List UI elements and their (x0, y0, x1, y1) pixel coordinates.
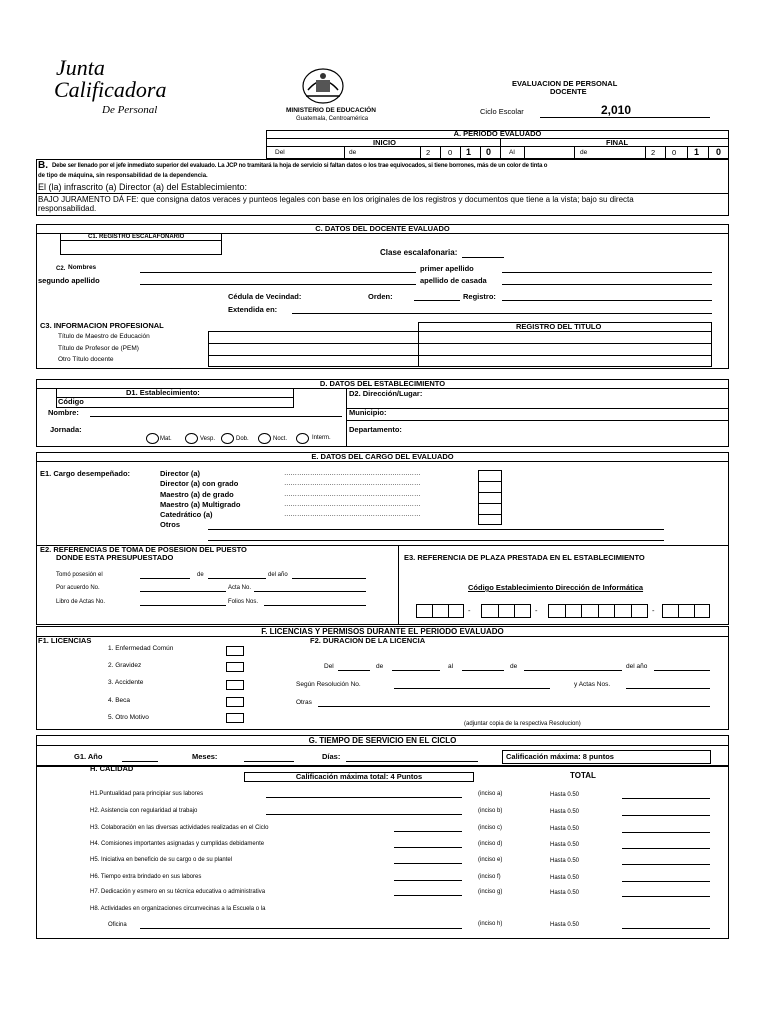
duracion-de-field[interactable] (392, 670, 440, 671)
jornada-mat-radio[interactable] (146, 433, 159, 444)
orden-field[interactable] (414, 300, 460, 301)
titulo-maestro-label: Título de Maestro de Educación (58, 333, 150, 340)
adjuntar-note: (adjuntar copia de la respectiva Resolucion) (464, 721, 581, 727)
tomo-posesion-label: Tomó posesión el (56, 572, 103, 578)
h-item-hasta: Hasta 0.50 (550, 792, 580, 798)
dias-label: Días: (322, 752, 341, 761)
actas-label: y Actas Nos. (574, 681, 611, 688)
h-item-hasta: Hasta 0.50 (550, 875, 580, 881)
ministry-name: MINISTERIO DE EDUCACIÓN (286, 107, 376, 114)
jornada-interm-radio[interactable] (296, 433, 309, 444)
h-item-field[interactable] (266, 814, 462, 815)
cargo-maestro-multigrado: Maestro (a) Multigrado (160, 500, 241, 509)
codigo-dash-1: - (468, 606, 471, 615)
departamento-label: Departamento: (349, 425, 402, 434)
licencia-accidente: 3. Accidente (108, 679, 144, 686)
h-item-field[interactable] (394, 863, 462, 864)
duracion-del-field[interactable] (338, 670, 370, 671)
ciclo-label: Ciclo Escolar (480, 107, 524, 116)
duracion-delano-label: del año (626, 663, 648, 670)
e2-label: E2. REFERENCIAS DE TOMA DE POSESION DEL PUESTO (40, 545, 247, 554)
primer-apellido-field[interactable] (502, 272, 712, 273)
h-item-hasta: Hasta 0.50 (550, 809, 580, 815)
logo (50, 55, 170, 125)
otros-field[interactable] (208, 529, 664, 530)
section-f-title: F. LICENCIAS Y PERMISOS DURANTE EL PERIODO EVALUADO (261, 627, 504, 636)
h-item-score-field[interactable] (622, 881, 710, 882)
h8-field[interactable] (140, 928, 462, 929)
final-al-field[interactable]: Al (509, 149, 515, 156)
folios-label: Folios Nos. (228, 599, 259, 605)
extendida-label: Extendida en: (228, 305, 278, 314)
h-item-label: H3. Colaboración en las diversas actividades realizadas en el Ciclo (90, 825, 269, 831)
inicio-year-digit-2[interactable]: 0 (448, 148, 453, 157)
f1-label: F1. LICENCIAS (38, 636, 92, 645)
h-total-label: TOTAL (570, 771, 596, 780)
jornada-dob-radio[interactable] (221, 433, 234, 444)
h-item-hasta: Hasta 0.50 (550, 890, 580, 896)
licencia-otro: 5. Otro Motivo (108, 714, 149, 721)
nombre-label: Nombre: (48, 408, 79, 417)
d2-label: D2. Dirección/Lugar: (349, 389, 423, 398)
section-c-title: C. DATOS DEL DOCENTE EVALUADO (315, 224, 450, 233)
acta-label: Acta No. (228, 585, 252, 591)
codigo-segment-4[interactable] (662, 604, 710, 618)
e2-label-2: DONDE ESTA PRESUPUESTADO (56, 553, 174, 562)
h-item-hasta: Hasta 0.50 (550, 858, 580, 864)
registro-escalafonario-label: C1. REGISTRO ESCALAFONARIO (88, 234, 185, 240)
h-item-field[interactable] (394, 895, 462, 896)
clase-escalafonaria-field[interactable] (462, 257, 504, 258)
cargo-dots-4: ……………………………………………………… (284, 501, 421, 508)
inicio-year-digit-1[interactable]: 2 (426, 148, 431, 157)
final-de-field[interactable]: de (580, 149, 588, 156)
h-item-label: H6. Tiempo extra brindado en sus labores (90, 874, 202, 880)
cargo-director: Director (a) (160, 469, 201, 478)
acta-field[interactable] (254, 591, 366, 592)
h-item-label: H5. Iniciativa en beneficio de su cargo o de su plantel (90, 857, 233, 863)
h8-inciso: (inciso h) (478, 921, 503, 927)
otro-titulo-label: Otro Título docente (58, 356, 114, 363)
h-item-inciso: (inciso a) (478, 791, 503, 797)
section-h-title: H. CALIDAD (90, 764, 134, 773)
section-b-note-2: de tipo de máquina, sin responsabilidad de la dependencia. (38, 173, 208, 179)
h-item-hasta: Hasta 0.50 (550, 842, 580, 848)
codigo-dash-2: - (535, 606, 538, 615)
resolucion-field[interactable] (394, 688, 550, 689)
duracion-de2-label: de (510, 663, 518, 670)
oath-statement: BAJO JURAMENTO DÁ FE: que consigna datos veraces y punteos legales con base en los originales de los registros y documentos que tiene a la vista; bajo su directa (38, 195, 634, 204)
licencia-gravidez-checkbox[interactable] (226, 662, 244, 672)
segundo-apellido-field[interactable] (140, 284, 416, 285)
otras-field[interactable] (318, 706, 710, 707)
h8-label: H8. Actividades en organizaciones circunvecinas a la Escuela o la (90, 906, 266, 912)
registro-field[interactable] (502, 300, 712, 301)
jornada-interm-label: Interm. (312, 435, 331, 441)
g1-ano-label: G1. Año (74, 752, 103, 761)
cargo-checkbox-column[interactable] (478, 470, 502, 525)
duracion-de2-field[interactable] (524, 670, 622, 671)
director-statement: El (la) infrascrito (a) Director (a) del Establecimiento: (38, 182, 248, 192)
licencia-otro-checkbox[interactable] (226, 713, 244, 723)
h-item-inciso: (inciso f) (478, 874, 501, 880)
primer-apellido-label: primer apellido (420, 264, 474, 273)
inicio-label: INICIO (373, 138, 396, 147)
jornada-label: Jornada: (50, 425, 82, 434)
section-b-note-1: Debe ser llenado por el jefe inmediato superior del evaluado. La JCP no tramitará la hoja de servicio si faltan datos o los trae equivocados, si tiene borrones, más de un color de tinta o (52, 163, 548, 169)
section-e-cargo (36, 452, 729, 625)
folios-field[interactable] (264, 605, 366, 606)
form-title: EVALUACION DE PERSONAL (512, 79, 618, 88)
h-item-field[interactable] (394, 847, 462, 848)
jornada-mat-label: Mat. (160, 436, 172, 442)
h-item-field[interactable] (394, 880, 462, 881)
h-item-field[interactable] (394, 831, 462, 832)
h-item-score-field[interactable] (622, 832, 710, 833)
h-item-hasta: Hasta 0.50 (550, 826, 580, 832)
licencia-enfermedad: 1. Enfermedad Común (108, 645, 174, 652)
section-b-letter: B. (38, 160, 48, 171)
codigo-segment-2[interactable] (481, 604, 531, 618)
ministry-place: Guatemala, Centroamérica (296, 116, 369, 122)
inicio-del-field[interactable]: Del (275, 149, 285, 156)
apellido-casada-field[interactable] (502, 284, 712, 285)
final-year-digit-4[interactable]: 0 (716, 147, 722, 157)
duracion-al-label: al (448, 663, 454, 670)
cargo-otros: Otros (160, 520, 181, 529)
titulo-profesor-label: Título de Profesor de (PEM) (58, 345, 139, 352)
licencia-beca-checkbox[interactable] (226, 697, 244, 707)
h-item-label: H1.Puntualidad para principiar sus labores (90, 791, 204, 797)
logo-line-1: Junta (56, 55, 105, 80)
clase-escalafonaria-label: Clase escalafonaria: (380, 248, 458, 257)
codigo-dash-3: - (652, 606, 655, 615)
libro-field[interactable] (140, 605, 226, 606)
nombre-field[interactable] (90, 416, 342, 417)
tomo-ano-field[interactable] (292, 578, 366, 579)
g1-ano-field[interactable] (122, 761, 158, 762)
nombres-field[interactable] (140, 272, 416, 273)
final-year-digit-2[interactable]: 0 (672, 148, 677, 157)
h8-score-field[interactable] (622, 928, 710, 929)
h-item-label: H4. Comisiones importantes asignadas y cumplidas debidamente (90, 841, 265, 847)
logo-line-3: De Personal (102, 104, 158, 116)
segun-resolucion-label: Según Resolución No. (296, 681, 361, 688)
f2-label: F2. DURACION DE LA LICENCIA (310, 636, 426, 645)
h-item-label: H7. Dedicación y esmero en su técnica educativa o administrativa (90, 889, 266, 895)
cargo-dots-2: ……………………………………………………… (284, 480, 421, 487)
jornada-dob-label: Dob. (236, 436, 249, 442)
tomo-delano-label: del año (268, 572, 288, 578)
ciclo-value: 2,010 (601, 103, 632, 117)
acuerdo-field[interactable] (140, 591, 226, 592)
cargo-dots-1: ……………………………………………………… (284, 470, 421, 477)
tomo-mes-field[interactable] (208, 578, 266, 579)
tomo-posesion-field[interactable] (140, 578, 190, 579)
c3-label: C3. INFORMACION PROFESIONAL (40, 321, 164, 330)
h-item-score-field[interactable] (622, 815, 710, 816)
h-item-inciso: (inciso c) (478, 825, 503, 831)
h-calificacion-maxima: Calificación máxima total: 4 Puntos (295, 772, 423, 781)
h-item-inciso: (inciso d) (478, 841, 503, 847)
acuerdo-label: Por acuerdo No. (56, 585, 100, 591)
duracion-ano-field[interactable] (654, 670, 710, 671)
licencia-gravidez: 2. Gravidez (108, 662, 142, 669)
cargo-director-grado: Director (a) con grado (160, 479, 239, 488)
registro-label: Registro: (463, 292, 496, 301)
libro-label: Libro de Actas No. (56, 599, 106, 605)
municipio-label: Municipio: (349, 408, 387, 417)
tomo-de-label: de (197, 572, 204, 578)
meses-label: Meses: (192, 752, 218, 761)
meses-field[interactable] (244, 761, 294, 762)
logo-line-2: Calificadora (54, 77, 167, 102)
h-item-score-field[interactable] (622, 848, 710, 849)
h-item-score-field[interactable] (622, 864, 710, 865)
jornada-noct-label: Noct. (273, 436, 288, 442)
final-year-digit-3[interactable]: 1 (694, 147, 700, 157)
jornada-noct-radio[interactable] (258, 433, 271, 444)
section-d-title: D. DATOS DEL ESTABLECIMIENTO (319, 379, 446, 388)
jornada-vesp-label: Vesp. (200, 436, 216, 442)
g-calificacion-maxima: Calificación máxima: 8 puntos (506, 752, 614, 761)
cargo-dots-5: ……………………………………………………… (284, 511, 421, 518)
coat-of-arms-icon (298, 66, 348, 106)
final-year-digit-1[interactable]: 2 (651, 148, 656, 157)
c2-label: C2. (56, 266, 66, 272)
orden-label: Orden: (368, 292, 393, 301)
h8-hasta: Hasta 0.50 (550, 922, 580, 928)
duracion-al-field[interactable] (462, 670, 504, 671)
e3-label: E3. REFERENCIA DE PLAZA PRESTADA EN EL ESTABLECIMIENTO (404, 553, 645, 562)
otras-label: Otras (296, 699, 312, 706)
h-item-score-field[interactable] (622, 896, 710, 897)
inicio-year-digit-3[interactable]: 1 (466, 147, 472, 157)
h-item-inciso: (inciso e) (478, 857, 503, 863)
registro-titulo-header: REGISTRO DEL TITULO (516, 322, 602, 331)
duracion-del-label: Del (324, 663, 334, 670)
cargo-maestro-grado: Maestro (a) de grado (160, 490, 234, 499)
segundo-apellido-label: segundo apellido (38, 276, 100, 285)
licencia-enfermedad-checkbox[interactable] (226, 646, 244, 656)
final-label: FINAL (606, 138, 629, 147)
h-item-label: H2. Asistencia con regularidad al trabajo (90, 808, 198, 814)
section-e-title: E. DATOS DEL CARGO DEL EVALUADO (311, 452, 454, 461)
cedula-label: Cédula de Vecindad: (228, 292, 302, 301)
codigo-informatica-label: Código Establecimiento Dirección de Informática (468, 583, 644, 592)
dias-field[interactable] (346, 761, 478, 762)
h8-label-2: Oficina (108, 922, 127, 928)
nombres-label: Nombres (68, 264, 97, 271)
apellido-casada-label: apellido de casada (420, 276, 487, 285)
section-a-title: A. PERIODO EVALUADO (453, 129, 542, 138)
codigo-label: Código (58, 397, 84, 406)
codigo-segment-1[interactable] (416, 604, 464, 618)
cargo-catedratico: Catedrático (a) (160, 510, 213, 519)
inicio-de-field[interactable]: de (349, 149, 357, 156)
h-item-field[interactable] (266, 797, 462, 798)
e1-label: E1. Cargo desempeñado: (40, 469, 131, 478)
licencia-beca: 4. Beca (108, 697, 131, 704)
inicio-year-digit-4[interactable]: 0 (486, 147, 492, 157)
form-subtitle: DOCENTE (550, 87, 587, 96)
h-item-score-field[interactable] (622, 798, 710, 799)
h-item-inciso: (inciso b) (478, 808, 503, 814)
cargo-dots-3: ……………………………………………………… (284, 491, 421, 498)
section-g-title: G. TIEMPO DE SERVICIO EN EL CICLO (308, 736, 457, 745)
actas-field[interactable] (626, 688, 710, 689)
duracion-de-label: de (376, 663, 384, 670)
licencia-accidente-checkbox[interactable] (226, 680, 244, 690)
oath-statement-2: responsabilidad. (38, 204, 97, 213)
h-item-inciso: (inciso g) (478, 889, 503, 895)
d1-label: D1. Establecimiento: (126, 388, 200, 397)
extendida-field[interactable] (292, 313, 712, 314)
jornada-vesp-radio[interactable] (185, 433, 198, 444)
